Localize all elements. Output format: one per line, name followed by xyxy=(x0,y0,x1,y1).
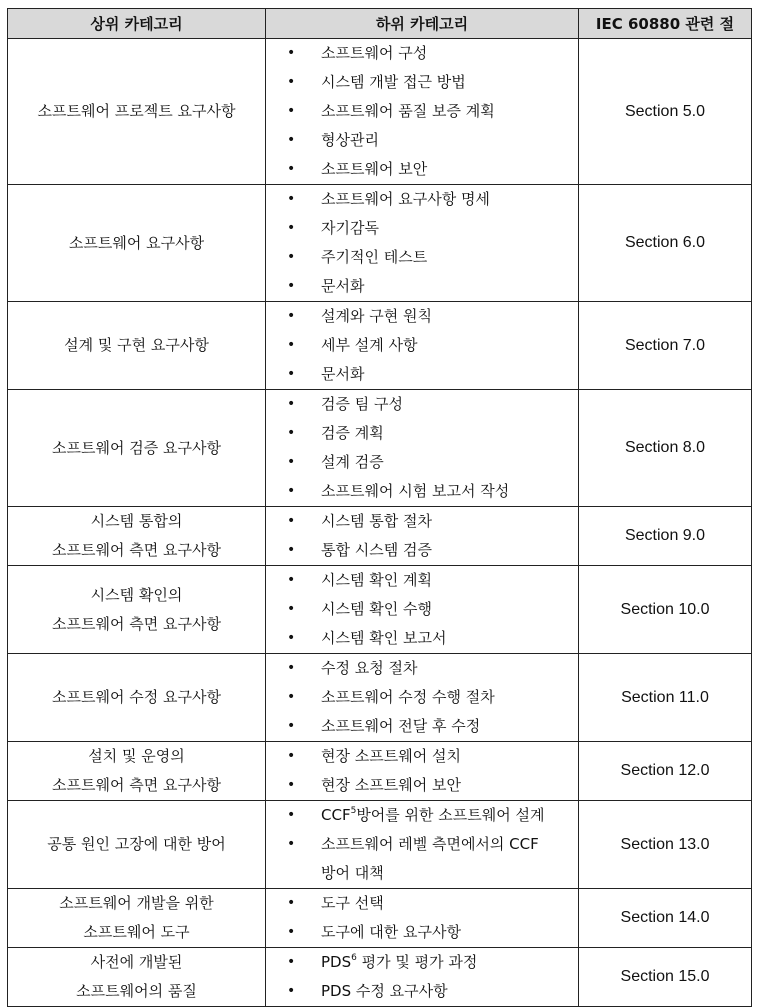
upper-category-cell: 소프트웨어 프로젝트 요구사항 xyxy=(8,39,266,185)
section-cell: Section 14.0 xyxy=(579,889,752,948)
list-item: • 현장 소프트웨어 설치 xyxy=(266,742,578,771)
lower-category-cell xyxy=(266,302,579,390)
bullet-icon: • xyxy=(287,132,296,148)
bullet-icon: • xyxy=(287,483,296,499)
bullet-icon: • xyxy=(287,718,296,734)
bullet-icon: • xyxy=(287,191,296,207)
list-item: • 문서화 xyxy=(266,360,578,389)
list-item: • 시스템 통합 절차 xyxy=(266,507,578,536)
upper-category-cell: 소프트웨어 개발을 위한 소프트웨어 도구 xyxy=(8,889,266,948)
list-item: • 시스템 확인 계획 xyxy=(266,566,578,595)
bullet-icon: • xyxy=(287,308,296,324)
list-item: • 현장 소프트웨어 보안 xyxy=(266,771,578,800)
list-item: • 소프트웨어 요구사항 명세 xyxy=(266,185,578,214)
list-item: • PDS$^6$ 평가 및 평가 과정 xyxy=(266,948,578,977)
list-item: • CCF$^5$방어를 위한 소프트웨어 설계 xyxy=(266,801,578,830)
list-item: • 통합 시스템 검증 xyxy=(266,536,578,565)
list-item: • 검증 계획 xyxy=(266,419,578,448)
list-item: • 소프트웨어 보안 xyxy=(266,155,578,184)
list-item: • 시스템 확인 보고서 xyxy=(266,624,578,653)
bullet-icon: • xyxy=(287,74,296,90)
lower-category-cell xyxy=(266,742,579,801)
table-row xyxy=(8,654,752,742)
table-row xyxy=(8,566,752,654)
list-item: • 소프트웨어 시험 보고서 작성 xyxy=(266,477,578,506)
bullet-icon: • xyxy=(287,454,296,470)
upper-category-cell: 소프트웨어 수정 요구사항 xyxy=(8,654,266,742)
list-item: • 소프트웨어 수정 수행 절차 xyxy=(266,683,578,712)
bullet-icon: • xyxy=(287,777,296,793)
table-row xyxy=(8,390,752,507)
upper-category-cell: 설치 및 운영의 소프트웨어 측면 요구사항 xyxy=(8,742,266,801)
section-cell: Section 8.0 xyxy=(579,390,752,507)
lower-category-cell xyxy=(266,507,579,566)
table-row xyxy=(8,507,752,566)
lower-category-cell xyxy=(266,39,579,185)
list-item: • 시스템 개발 접근 방법 xyxy=(266,68,578,97)
list-item: • 소프트웨어 품질 보증 계획 xyxy=(266,97,578,126)
bullet-icon: • xyxy=(287,807,296,823)
bullet-icon: • xyxy=(287,249,296,265)
upper-category-cell: 사전에 개발된 소프트웨어의 품질 xyxy=(8,948,266,1007)
footnote-5: 5 xyxy=(350,806,357,816)
lower-category-cell xyxy=(266,390,579,507)
bullet-icon: • xyxy=(287,278,296,294)
footnote-6: 6 xyxy=(351,953,357,963)
bullet-icon: • xyxy=(287,396,296,412)
table-row xyxy=(8,742,752,801)
lower-category-cell xyxy=(266,948,579,1007)
list-item: • 설계 검증 xyxy=(266,448,578,477)
upper-category-cell: 소프트웨어 검증 요구사항 xyxy=(8,390,266,507)
upper-category-cell: 소프트웨어 요구사항 xyxy=(8,185,266,302)
list-item: • 주기적인 테스트 xyxy=(266,243,578,272)
section-cell: Section 7.0 xyxy=(579,302,752,390)
bullet-icon: • xyxy=(287,161,296,177)
table-row xyxy=(8,801,752,889)
list-item: • 소프트웨어 구성 xyxy=(266,39,578,68)
bullet-icon: • xyxy=(287,630,296,646)
section-cell: Section 12.0 xyxy=(579,742,752,801)
bullet-icon: • xyxy=(287,660,296,676)
section-cell: Section 13.0 xyxy=(579,801,752,889)
bullet-icon: • xyxy=(287,513,296,529)
section-cell: Section 9.0 xyxy=(579,507,752,566)
table-row xyxy=(8,302,752,390)
table-row xyxy=(8,889,752,948)
lower-category-cell xyxy=(266,654,579,742)
header-row xyxy=(8,9,752,39)
lower-category-cell xyxy=(266,566,579,654)
bullet-icon: • xyxy=(287,572,296,588)
list-item: • 도구 선택 xyxy=(266,889,578,918)
upper-category-cell: 공통 원인 고장에 대한 방어 xyxy=(8,801,266,889)
bullet-icon: • xyxy=(287,924,296,940)
list-item: • 자기감독 xyxy=(266,214,578,243)
lower-category-cell xyxy=(266,889,579,948)
bullet-icon: • xyxy=(287,748,296,764)
list-item: • 수정 요청 절차 xyxy=(266,654,578,683)
bullet-icon: • xyxy=(287,103,296,119)
list-item: • 세부 설계 사항 xyxy=(266,331,578,360)
bullet-icon: • xyxy=(287,983,296,999)
upper-category-cell: 시스템 통합의 소프트웨어 측면 요구사항 xyxy=(8,507,266,566)
lower-category-cell xyxy=(266,185,579,302)
bullet-icon: • xyxy=(287,337,296,353)
header-upper-category: 상위 카테고리 xyxy=(8,9,266,39)
header-lower-category: 하위 카테고리 xyxy=(266,9,579,39)
section-cell: Section 5.0 xyxy=(579,39,752,185)
table-row xyxy=(8,948,752,1007)
list-item: • 시스템 확인 수행 xyxy=(266,595,578,624)
bullet-icon: • xyxy=(287,542,296,558)
upper-category-cell: 설계 및 구현 요구사항 xyxy=(8,302,266,390)
section-cell: Section 11.0 xyxy=(579,654,752,742)
list-item: • 소프트웨어 전달 후 수정 xyxy=(266,712,578,741)
bullet-icon: • xyxy=(287,366,296,382)
bullet-icon: • xyxy=(287,425,296,441)
bullet-icon: • xyxy=(287,689,296,705)
table-row xyxy=(8,185,752,302)
bullet-icon: • xyxy=(287,836,296,852)
section-cell: Section 15.0 xyxy=(579,948,752,1007)
list-item: • PDS 수정 요구사항 xyxy=(266,977,578,1006)
header-iec-section: IEC 60880 관련 절 xyxy=(579,9,752,39)
upper-category-cell: 시스템 확인의 소프트웨어 측면 요구사항 xyxy=(8,566,266,654)
section-cell: Section 10.0 xyxy=(579,566,752,654)
bullet-icon: • xyxy=(287,45,296,61)
requirements-table xyxy=(7,8,752,1007)
list-item: • 도구에 대한 요구사항 xyxy=(266,918,578,947)
bullet-icon: • xyxy=(287,601,296,617)
list-item: • 문서화 xyxy=(266,272,578,301)
list-item: • 소프트웨어 레벨 측면에서의 CCF 방어 대책 xyxy=(266,830,578,888)
bullet-icon: • xyxy=(287,954,296,970)
list-item: • 설계와 구현 원칙 xyxy=(266,302,578,331)
lower-category-cell xyxy=(266,801,579,889)
table-row xyxy=(8,39,752,185)
section-cell: Section 6.0 xyxy=(579,185,752,302)
bullet-icon: • xyxy=(287,220,296,236)
list-item: • 검증 팀 구성 xyxy=(266,390,578,419)
list-item: • 형상관리 xyxy=(266,126,578,155)
bullet-icon: • xyxy=(287,895,296,911)
